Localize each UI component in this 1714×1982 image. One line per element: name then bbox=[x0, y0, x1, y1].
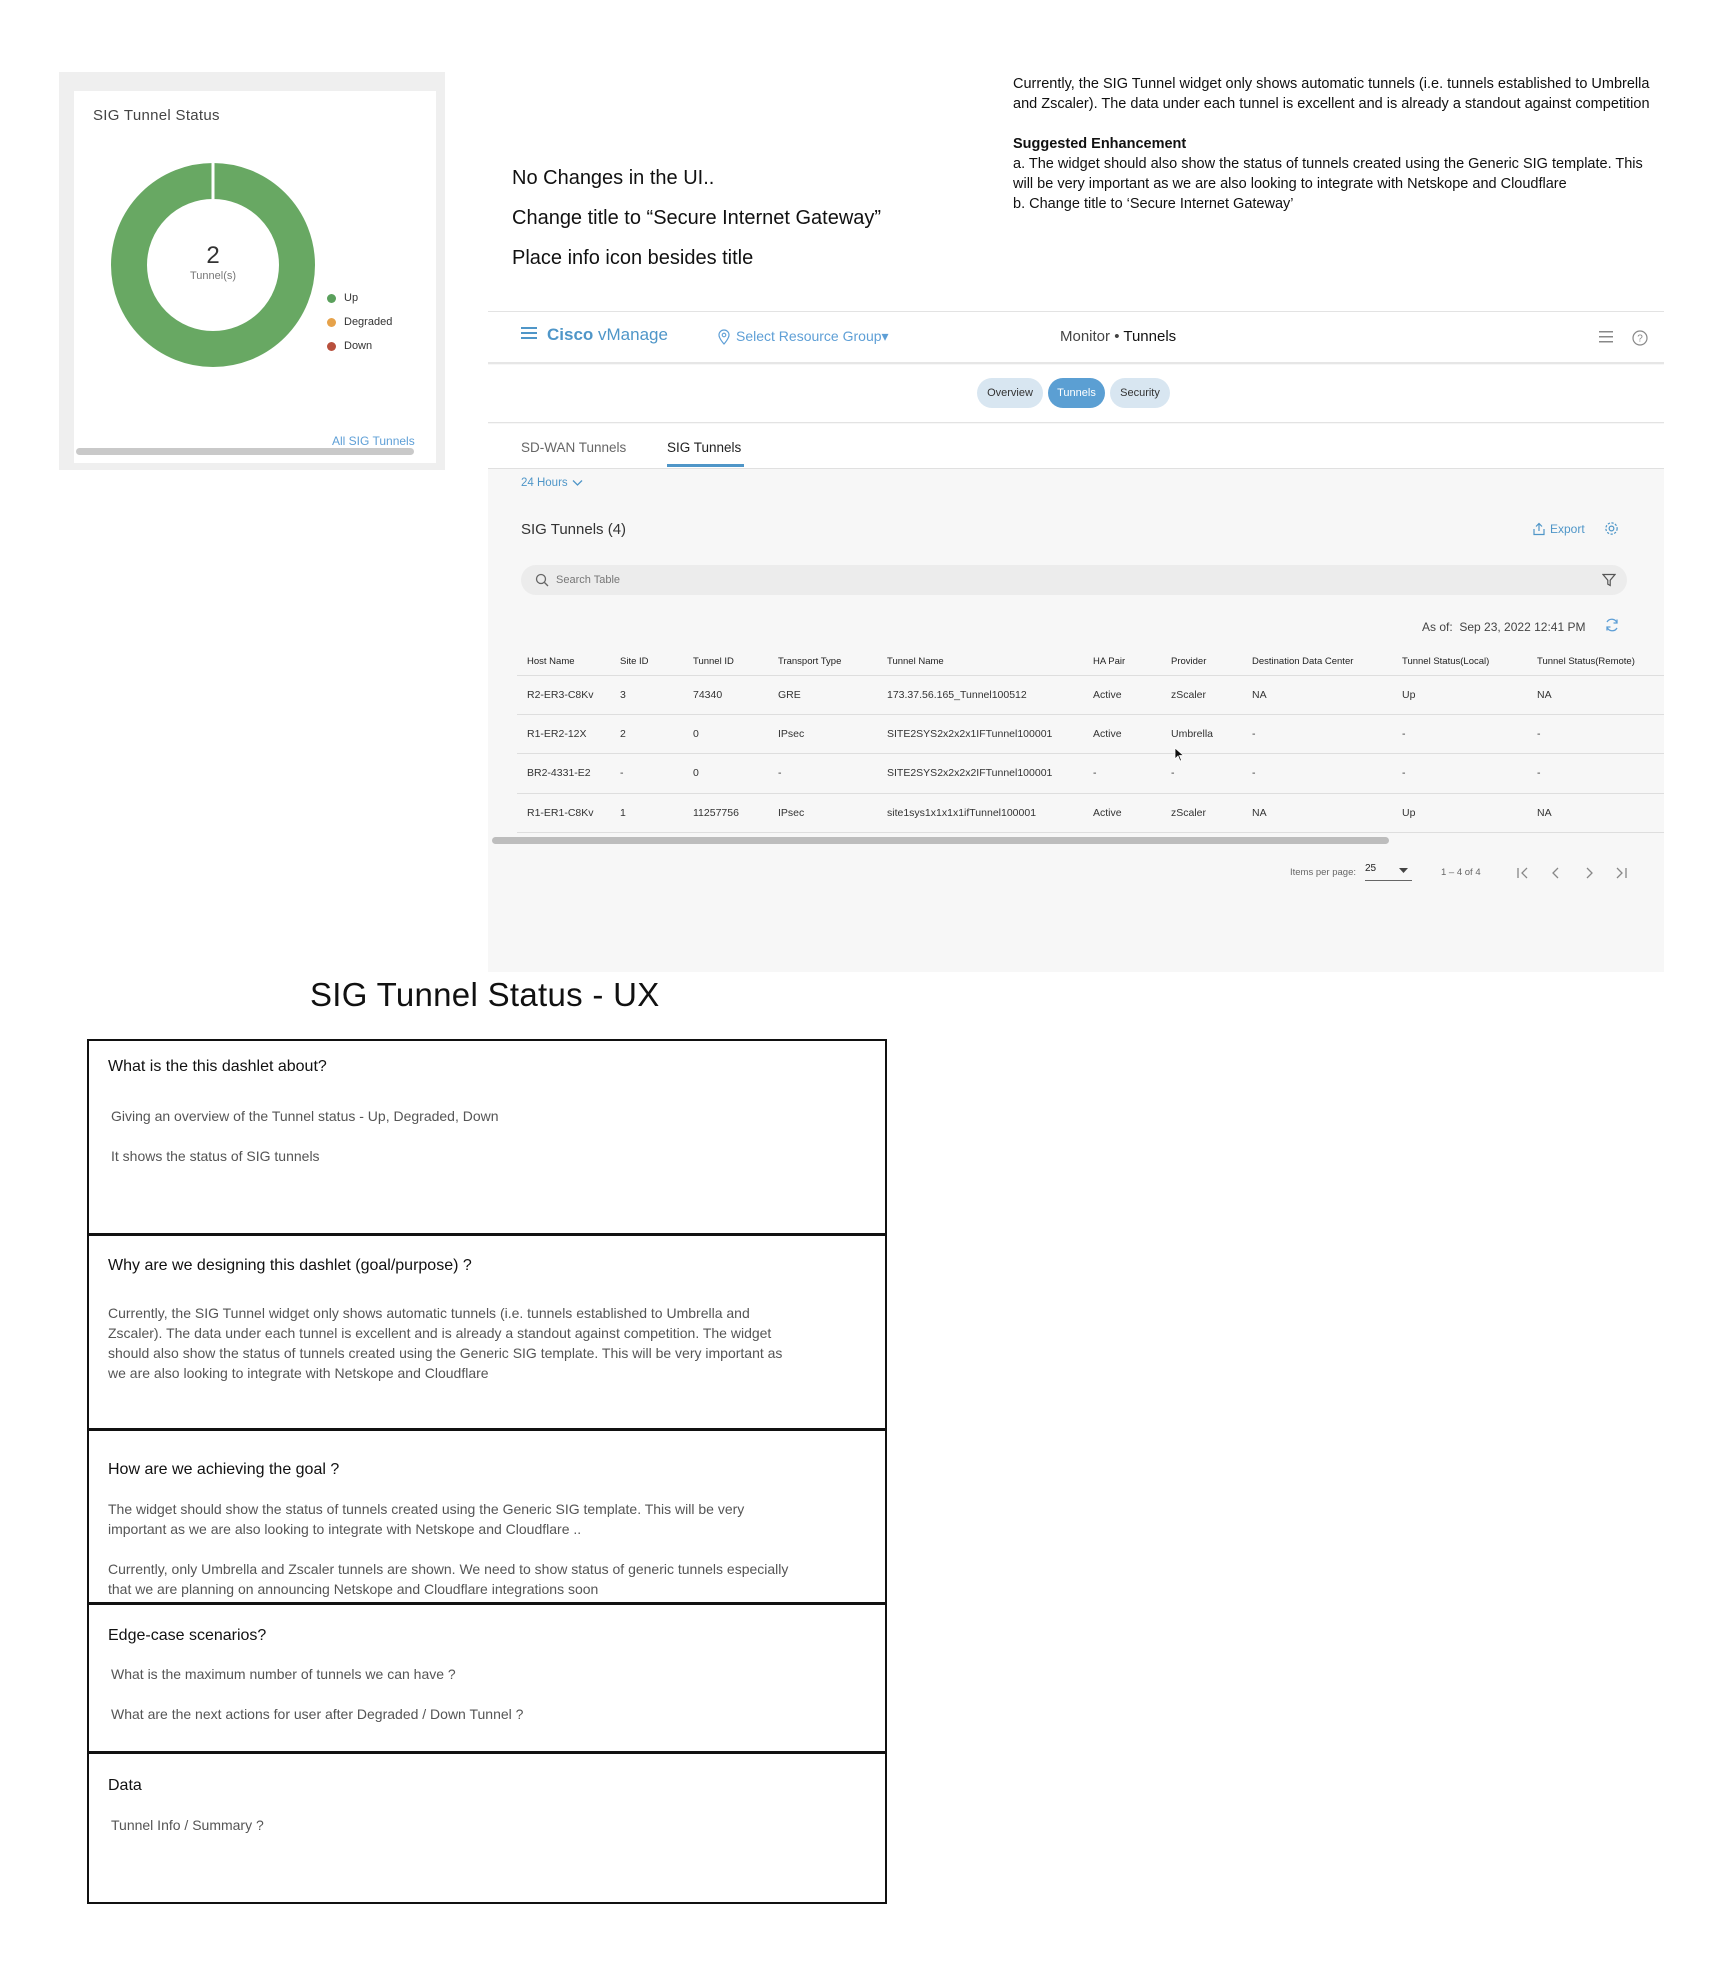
ux-question-edge-cases: Edge-case scenarios? bbox=[108, 1627, 267, 1644]
table-cell: 173.37.56.165_Tunnel100512 bbox=[887, 689, 1027, 701]
table-cell: - bbox=[1537, 728, 1541, 740]
table-cell: NA bbox=[1537, 689, 1552, 701]
brand-vmanage: vManage bbox=[593, 325, 668, 344]
search-input[interactable] bbox=[556, 566, 1556, 594]
last-page-icon[interactable] bbox=[1614, 866, 1628, 880]
table-title: SIG Tunnels (4) bbox=[521, 521, 627, 538]
ux-box-bottom-border bbox=[87, 1902, 887, 1904]
table-cell: zScaler bbox=[1171, 807, 1207, 819]
table-cell: NA bbox=[1252, 807, 1267, 819]
column-header[interactable]: Provider bbox=[1171, 656, 1207, 667]
ux-divider-2 bbox=[87, 1428, 887, 1431]
ux-question-purpose: Why are we designing this dashlet (goal/purpose) ? bbox=[108, 1257, 472, 1274]
table-cell: GRE bbox=[778, 689, 801, 701]
next-page-icon[interactable] bbox=[1582, 866, 1596, 880]
tunnel-count: 2 bbox=[206, 242, 220, 269]
export-icon bbox=[1532, 522, 1546, 536]
suggested-enhancement-heading: Suggested Enhancement bbox=[1013, 136, 1187, 152]
export-button[interactable] bbox=[1532, 522, 1585, 536]
table-cell: - bbox=[1252, 728, 1256, 740]
widget-scrollbar[interactable] bbox=[76, 448, 414, 455]
column-header[interactable]: Tunnel Status(Local) bbox=[1402, 656, 1490, 667]
pagination-range: 1 – 4 of 4 bbox=[1441, 867, 1481, 878]
table-cell: - bbox=[620, 767, 624, 779]
table-cell: - bbox=[1252, 767, 1256, 779]
table-cell: - bbox=[1402, 767, 1406, 779]
brand-cisco: Cisco bbox=[547, 325, 594, 344]
breadcrumb-monitor[interactable]: Monitor bbox=[1060, 328, 1111, 345]
legend-label-down: Down bbox=[344, 340, 373, 352]
previous-page-icon[interactable] bbox=[1549, 866, 1563, 880]
pill-security[interactable]: Security bbox=[1110, 378, 1170, 408]
svg-text:?: ? bbox=[1637, 333, 1643, 345]
dropdown-caret-icon bbox=[1399, 868, 1408, 874]
table-cell: Active bbox=[1093, 728, 1122, 740]
tunnel-count-unit: Tunnel(s) bbox=[189, 270, 237, 282]
table-cell: 0 bbox=[693, 728, 699, 740]
table-cell: Active bbox=[1093, 689, 1122, 701]
enhancement-a: a. The widget should also show the status of tunnels created using the Generic SIG template. This will be very important as we are also looking to integrate with Netskope and Cloudflare bbox=[1013, 156, 1643, 192]
table-row[interactable] bbox=[517, 794, 1664, 833]
breadcrumb-tunnels: Tunnels bbox=[1123, 328, 1177, 345]
table-cell: R1-ER1-C8Kv bbox=[527, 807, 594, 819]
all-sig-tunnels-link[interactable]: All SIG Tunnels bbox=[332, 434, 415, 448]
table-cell: NA bbox=[1537, 807, 1552, 819]
breadcrumb-separator: • bbox=[1110, 328, 1124, 345]
ux-answer-achieving-2: Currently, only Umbrella and Zscaler tunnels are shown. We need to show status of generic tunnels especially that we are planning on announcing Netskope and Cloudflare integrations soon bbox=[108, 1561, 789, 1597]
active-tab-indicator bbox=[667, 464, 744, 467]
table-cell: 11257756 bbox=[693, 807, 739, 819]
as-of-timestamp bbox=[1422, 620, 1585, 634]
hamburger-menu-icon[interactable] bbox=[521, 326, 537, 340]
legend-item-degraded bbox=[327, 316, 392, 328]
location-pin-icon bbox=[718, 329, 730, 345]
description-intro: Currently, the SIG Tunnel widget only shows automatic tunnels (i.e. tunnels established to Umbrella and Zscaler). The data under each tunnel is excellent and is already a standout against competition bbox=[1013, 76, 1650, 112]
table-cell: 0 bbox=[693, 767, 699, 779]
column-header[interactable]: Site ID bbox=[620, 656, 649, 667]
ux-answer-edge-2: What are the next actions for user after Degraded / Down Tunnel ? bbox=[111, 1706, 524, 1722]
column-header[interactable]: Destination Data Center bbox=[1252, 656, 1354, 667]
table-cell: NA bbox=[1252, 689, 1267, 701]
table-cell: - bbox=[1093, 767, 1097, 779]
items-per-page-label: Items per page: bbox=[1290, 867, 1357, 878]
column-header[interactable]: Tunnel Status(Remote) bbox=[1537, 656, 1635, 667]
legend-item-up bbox=[327, 292, 358, 304]
resource-group-selector[interactable] bbox=[718, 328, 889, 345]
table-cell: Up bbox=[1402, 689, 1416, 701]
timeframe-dropdown[interactable] bbox=[521, 477, 583, 489]
table-cell: SITE2SYS2x2x2x2IFTunnel100001 bbox=[887, 767, 1053, 779]
table-header-row bbox=[517, 648, 1664, 676]
note-info-icon: Place info icon besides title bbox=[512, 247, 754, 269]
ux-question-about: What is the this dashlet about? bbox=[108, 1058, 327, 1075]
ux-question-data: Data bbox=[108, 1777, 142, 1794]
table-horizontal-scrollbar[interactable] bbox=[492, 837, 1389, 844]
table-cell: zScaler bbox=[1171, 689, 1207, 701]
search-icon bbox=[535, 573, 549, 587]
table-cell: - bbox=[1537, 767, 1541, 779]
column-header[interactable]: Host Name bbox=[527, 656, 575, 667]
table-row[interactable] bbox=[517, 754, 1664, 794]
column-header[interactable]: Tunnel ID bbox=[693, 656, 734, 667]
table-cell: R1-ER2-12X bbox=[527, 728, 587, 740]
ux-divider-3 bbox=[87, 1602, 887, 1605]
tunnel-tabs bbox=[488, 424, 1664, 469]
export-label: Export bbox=[1550, 522, 1585, 536]
help-icon[interactable] bbox=[1632, 330, 1648, 346]
brand-logo bbox=[547, 325, 668, 345]
resource-group-label: Select Resource Group▾ bbox=[736, 328, 889, 344]
tab-sdwan-tunnels[interactable]: SD-WAN Tunnels bbox=[521, 440, 627, 455]
items-per-page-value: 25 bbox=[1365, 863, 1377, 874]
mouse-cursor-icon bbox=[1174, 747, 1184, 763]
legend-dot-degraded bbox=[327, 318, 336, 327]
ux-section-title: SIG Tunnel Status - UX bbox=[310, 976, 660, 1013]
ux-divider-1 bbox=[87, 1233, 887, 1236]
note-change-title: Change title to “Secure Internet Gateway” bbox=[512, 207, 882, 229]
ux-divider-4 bbox=[87, 1751, 887, 1754]
as-of-value: Sep 23, 2022 12:41 PM bbox=[1459, 620, 1586, 634]
table-cell: 2 bbox=[620, 728, 626, 740]
pill-overview[interactable]: Overview bbox=[977, 378, 1043, 408]
legend-dot-down bbox=[327, 342, 336, 351]
pill-tunnels[interactable]: Tunnels bbox=[1048, 378, 1105, 408]
first-page-icon[interactable] bbox=[1516, 866, 1530, 880]
enhancement-b: b. Change title to ‘Secure Internet Gateway’ bbox=[1013, 196, 1294, 212]
table-cell: IPsec bbox=[778, 728, 805, 740]
column-header[interactable]: Tunnel Name bbox=[887, 656, 944, 667]
column-header[interactable]: HA Pair bbox=[1093, 656, 1126, 667]
enhancement-description bbox=[1013, 74, 1659, 214]
breadcrumb bbox=[1060, 328, 1176, 345]
table-cell: Up bbox=[1402, 807, 1416, 819]
table-cell: SITE2SYS2x2x2x1IFTunnel100001 bbox=[887, 728, 1053, 740]
table-cell: Active bbox=[1093, 807, 1122, 819]
legend-label-up: Up bbox=[344, 292, 359, 304]
table-cell: site1sys1x1x1x1ifTunnel100001 bbox=[887, 807, 1037, 819]
ux-answer-edge-1: What is the maximum number of tunnels we can have ? bbox=[111, 1666, 456, 1682]
table-cell: R2-ER3-C8Kv bbox=[527, 689, 594, 701]
table-cell: 74340 bbox=[693, 689, 723, 701]
table-cell: Umbrella bbox=[1171, 728, 1214, 740]
table-cell: - bbox=[1171, 767, 1175, 779]
ux-question-achieving: How are we achieving the goal ? bbox=[108, 1461, 340, 1478]
ux-answer-about-1: Giving an overview of the Tunnel status - Up, Degraded, Down bbox=[111, 1108, 499, 1124]
refresh-icon[interactable] bbox=[1604, 617, 1620, 633]
legend-dot-up bbox=[327, 294, 336, 303]
table-cell: 1 bbox=[620, 807, 626, 819]
tab-sig-tunnels[interactable]: SIG Tunnels bbox=[667, 440, 742, 455]
legend-item-down bbox=[327, 340, 372, 352]
task-list-icon[interactable] bbox=[1599, 331, 1613, 343]
table-row[interactable] bbox=[517, 676, 1664, 715]
note-no-changes: No Changes in the UI.. bbox=[512, 167, 715, 189]
table-cell: 3 bbox=[620, 689, 626, 701]
timeframe-label: 24 Hours bbox=[521, 477, 568, 489]
as-of-label: As of: bbox=[1422, 620, 1453, 634]
ux-answer-data: Tunnel Info / Summary ? bbox=[111, 1817, 264, 1833]
widget-title: SIG Tunnel Status bbox=[93, 107, 220, 124]
ux-answer-achieving-1: The widget should show the status of tunnels created using the Generic SIG template. This will be very important as we are also looking to integrate with Netskope and Cloudflare .. bbox=[108, 1501, 745, 1537]
table-cell: - bbox=[778, 767, 782, 779]
ux-answer-purpose: Currently, the SIG Tunnel widget only shows automatic tunnels (i.e. tunnels established to Umbrella and Zscaler). The data under each tunnel is excellent and is already a standout against competition. The widget should also show the status of tunnels created using the Generic SIG template. This will be very important as we are also looking to integrate with Netskope and Cloudflare bbox=[108, 1305, 783, 1381]
filter-icon[interactable] bbox=[1602, 573, 1616, 587]
legend-label-degraded: Degraded bbox=[344, 316, 393, 328]
gear-icon[interactable] bbox=[1604, 521, 1619, 536]
items-per-page-select[interactable] bbox=[1365, 863, 1412, 881]
table-row[interactable] bbox=[517, 715, 1664, 754]
ux-answer-about-2: It shows the status of SIG tunnels bbox=[111, 1148, 320, 1164]
column-header[interactable]: Transport Type bbox=[778, 656, 842, 667]
table-cell: - bbox=[1402, 728, 1406, 740]
table-cell: IPsec bbox=[778, 807, 805, 819]
chevron-down-icon bbox=[572, 479, 583, 487]
table-cell: BR2-4331-E2 bbox=[527, 767, 591, 779]
